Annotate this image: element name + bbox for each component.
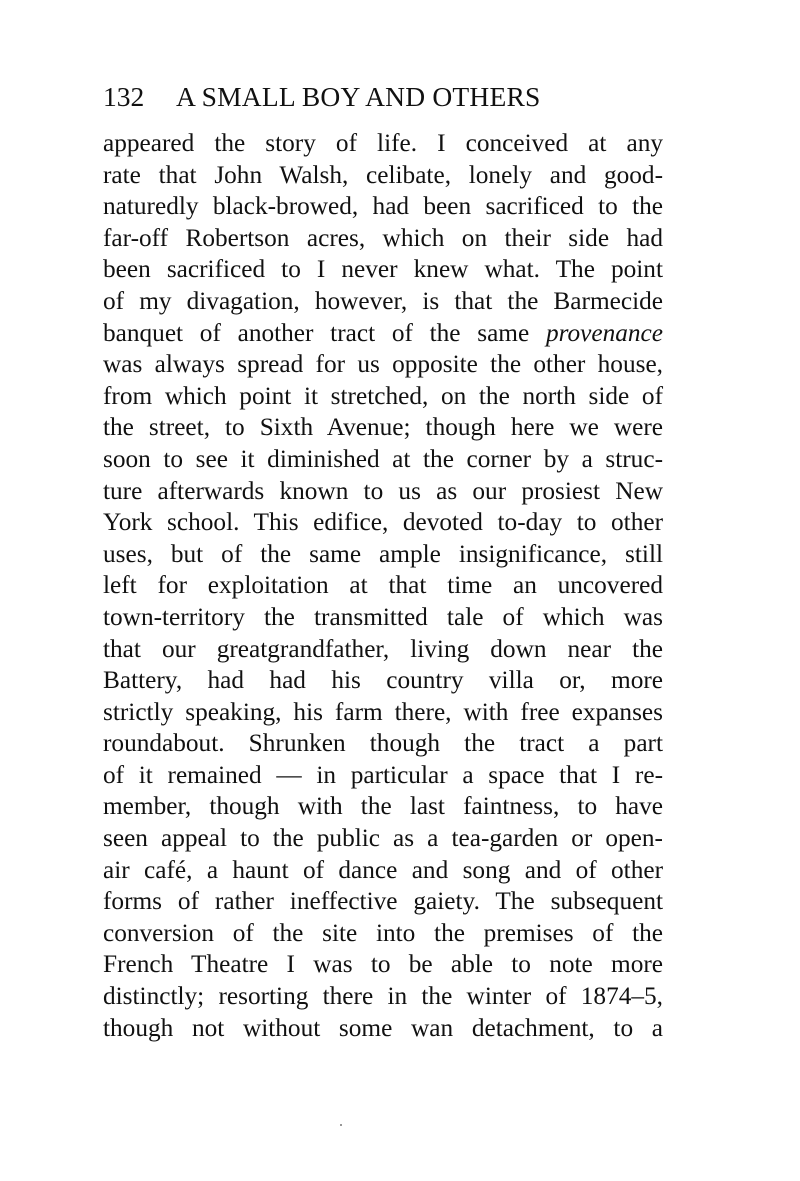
running-head (103, 80, 663, 114)
text-line: of it remained — in particular a space that I re- (103, 760, 663, 789)
text-line: member, though with the last faintness, to have (103, 792, 663, 821)
text-line: from which point it stretched, on the north side of (103, 381, 663, 410)
italic-word: provenance (545, 318, 663, 347)
text-line: uses, but of the same ample insignificance, still (103, 539, 663, 568)
text-line: naturedly black-browed, had been sacrificed to the (103, 192, 663, 221)
text-line: seen appeal to the public as a tea-garden or open- (103, 824, 663, 853)
text-line: air café, a haunt of dance and song and of other (103, 855, 663, 884)
running-title: A SMALL BOY AND OTHERS (176, 81, 541, 112)
text-line: ture afterwards known to us as our prosiest New (103, 476, 663, 505)
page-number: 132 (103, 81, 145, 112)
text-line: French Theatre I was to be able to note more (103, 950, 663, 979)
text-line-with-italic (103, 318, 663, 350)
text-line: left for exploitation at that time an uncovered (103, 571, 663, 600)
text-line: appeared the story of life. I conceived at any (103, 129, 663, 157)
text-line: York school. This edifice, devoted to-day to other (103, 508, 663, 537)
text-line: of my divagation, however, is that the Barmecide (103, 286, 663, 315)
text-line: rate that John Walsh, celibate, lonely and good- (103, 160, 663, 189)
text-line: soon to see it diminished at the corner by a struc- (103, 444, 663, 473)
body-text (103, 128, 663, 1044)
stray-ink-mark (340, 1124, 342, 1126)
text-line: that our greatgrandfather, living down near the (103, 634, 663, 663)
text-line: Battery, had had his country villa or, more (103, 666, 663, 695)
text-line: was always spread for us opposite the other house, (103, 350, 663, 379)
text-run: banquet of another tract of the same (103, 318, 546, 347)
text-line: though not without some wan detachment, to a (103, 1013, 663, 1042)
text-line: town-territory the transmitted tale of which was (103, 602, 663, 631)
text-line: conversion of the site into the premises of the (103, 918, 663, 947)
text-line: been sacrificed to I never knew what. The point (103, 255, 663, 284)
text-line: forms of rather ineffective gaiety. The subsequent (103, 887, 663, 916)
text-line: strictly speaking, his farm there, with free expanses (103, 697, 663, 726)
text-line: the street, to Sixth Avenue; though here we were (103, 413, 663, 442)
text-line: far-off Robertson acres, which on their side had (103, 223, 663, 252)
text-line: distinctly; resorting there in the winter of 1874–5, (103, 982, 663, 1011)
text-line: roundabout. Shrunken though the tract a part (103, 729, 663, 758)
